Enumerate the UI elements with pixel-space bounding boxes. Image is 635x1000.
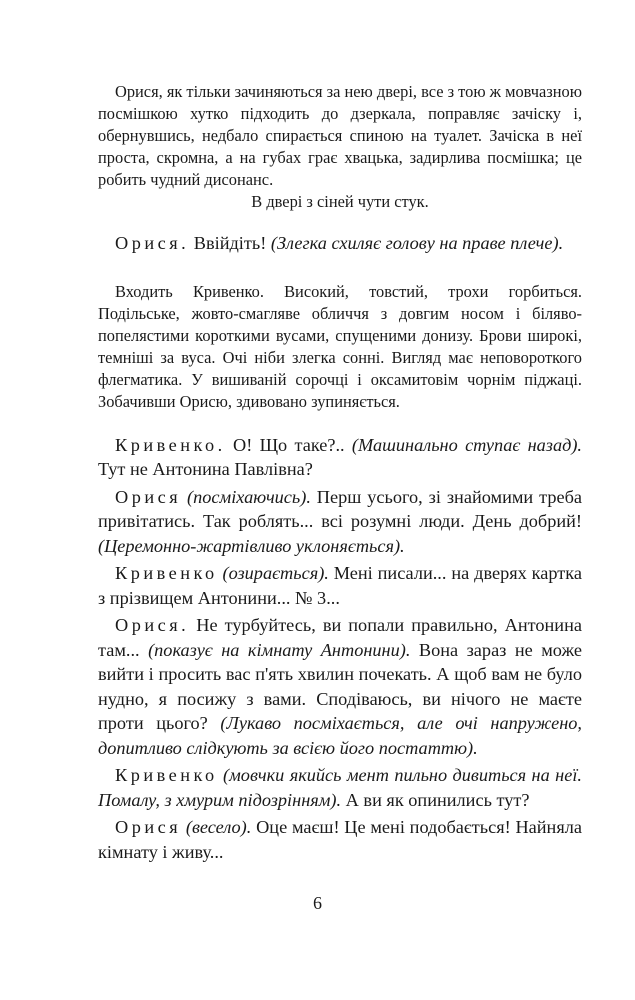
speaker-name: Кривенко: [115, 765, 218, 785]
speech-text: Оце маєш! Це мені подобається! Найняла кімнату і живу...: [98, 817, 582, 862]
dialogue-line: [98, 561, 582, 610]
dialogue-line: [98, 485, 582, 559]
speech-text: Вона зараз не може вийти і просить вас п'ять хвилин почекать. А щоб вам не було нудно, я посижу з вами. Сподіваюсь, ви нічого не маєте проти цього?: [98, 639, 582, 733]
stage-remark: (показує на кімнату Антонини).: [148, 639, 411, 660]
page-body: [98, 81, 582, 867]
stage-remark: (Лукаво посміхається, але очі напружено, допитливо слідкують за всією його постаттю).: [98, 713, 583, 758]
stage-remark: (мовчки якийсь мент пильно дивиться на неї. Помалу, з хмурим підозрінням).: [98, 765, 582, 810]
dialogue-line: [98, 763, 582, 812]
speaker-name: Орися: [115, 817, 182, 837]
stage-remark: (озирається).: [217, 563, 329, 583]
stage-remark: (Церемонно-жартівливо уклоняється).: [98, 535, 405, 556]
speaker-name: Орися: [115, 486, 182, 507]
stage-direction-opening: [98, 81, 582, 213]
speech-text: Тут не Антонина Павлівна?: [98, 459, 313, 479]
stage-remark: (весело).: [181, 817, 252, 837]
speaker-name: Орися.: [115, 615, 190, 635]
dialogue-line: [98, 433, 582, 482]
dialogue-line: [98, 231, 582, 256]
page-number: 6: [313, 893, 322, 913]
speech-text: О! Що таке?..: [225, 434, 352, 455]
speech-text: Не турбуйтесь, ви попали правильно, Антонина там...: [98, 615, 582, 660]
stage-remark: (Злегка схиляє голову на праве плече).: [270, 233, 564, 253]
speaker-name: Орися.: [115, 233, 190, 253]
speech-text: А ви як опинились тут?: [341, 789, 530, 810]
stage-direction-text: Орися, як тільки зачиняються за нею двері, все з тою ж мовчазною посмішкою хутко підходить до дзеркала, поправляє зачіску і, обернувшись, недбало спирається спиною на туалет. Зачіска в неї проста, скромна, а на губах грає хвацька, задирлива посмішка; це робить чудний дисонанс.: [98, 82, 582, 189]
dialogue-block-2: [98, 433, 582, 865]
dialogue-line: [98, 815, 582, 864]
dialogue-block-1: [98, 231, 582, 256]
speech-text: Ввійдіть!: [189, 233, 271, 253]
stage-direction-entrance: [98, 281, 582, 413]
dialogue-line: [98, 613, 582, 760]
stage-remark: (Машинально ступає назад).: [351, 434, 582, 455]
speech-text: Мені писали... на дверях картка з прізвищем Антонини... № 3...: [98, 563, 583, 608]
speaker-name: Кривенко: [115, 563, 218, 583]
stage-direction-text: Входить Кривенко. Високий, товстий, трохи горбиться. Подільське, жовто-смагляве обличчя з довгим носом і біляво-попелястими короткими вусами, спущеними донизу. Брови широкі, темніші за вуса. Очі ніби злегка сонні. Вигляд має неповороткого флегматика. У вишиваній сорочці і оксамитовім чорнім піджаці. Зобачивши Орисю, здивовано зупиняється.: [98, 281, 582, 411]
speaker-name: Кривенко.: [115, 434, 226, 455]
stage-direction-knock: В двері з сіней чути стук.: [251, 192, 429, 211]
speech-text: Перш усього, зі знайомими треба привітатись. Так роблять... всі розумні люди. День добрий!: [98, 486, 582, 531]
stage-remark: (посміхаючись).: [181, 486, 311, 507]
